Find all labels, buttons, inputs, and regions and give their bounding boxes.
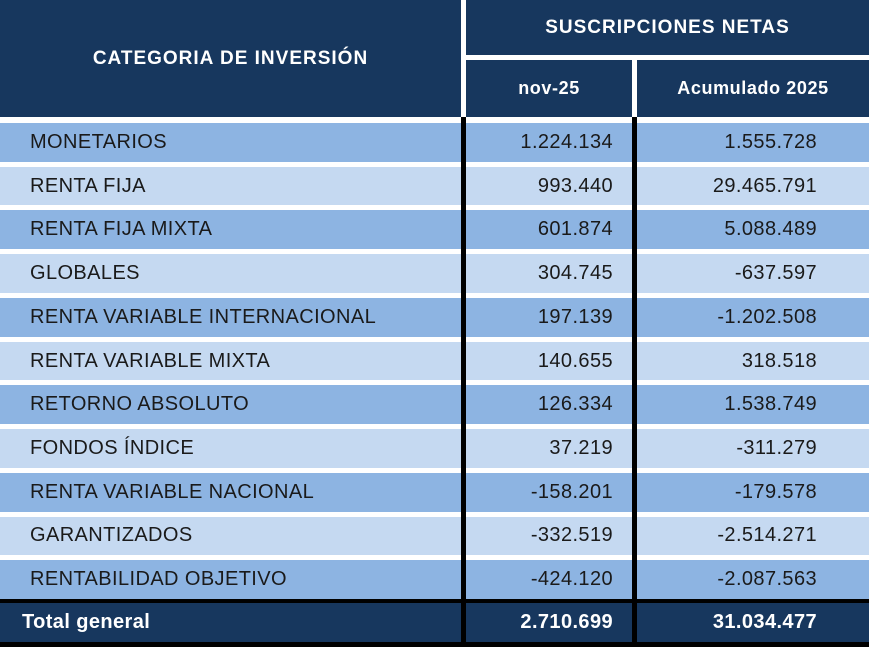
column-divider-line bbox=[632, 117, 637, 647]
total-acumulado-value: 31.034.477 bbox=[637, 603, 869, 642]
total-nov25-value: 2.710.699 bbox=[466, 603, 637, 642]
acumulado-value-cell: -311.279 bbox=[637, 429, 869, 468]
table-row bbox=[0, 210, 869, 249]
nov25-value-cell: -424.120 bbox=[466, 560, 637, 599]
nov25-value-cell: 601.874 bbox=[466, 210, 637, 249]
table-row bbox=[0, 473, 869, 512]
category-cell: RENTA FIJA bbox=[0, 167, 466, 206]
table-row bbox=[0, 254, 869, 293]
total-bottom-border bbox=[0, 642, 869, 647]
category-cell: RENTA VARIABLE INTERNACIONAL bbox=[0, 298, 466, 337]
total-row bbox=[0, 603, 869, 642]
nov25-value-cell: 140.655 bbox=[466, 342, 637, 381]
acumulado-value-cell: 318.518 bbox=[637, 342, 869, 381]
table-rows bbox=[0, 123, 869, 599]
table-row bbox=[0, 123, 869, 162]
header-right-block bbox=[466, 0, 869, 117]
table-row bbox=[0, 560, 869, 599]
category-cell: FONDOS ÍNDICE bbox=[0, 429, 466, 468]
acumulado-value-cell: 29.465.791 bbox=[637, 167, 869, 206]
category-cell: RENTA VARIABLE NACIONAL bbox=[0, 473, 466, 512]
acumulado-value-cell: -637.597 bbox=[637, 254, 869, 293]
header-col-acumulado: Acumulado 2025 bbox=[637, 60, 869, 117]
acumulado-value-cell: -1.202.508 bbox=[637, 298, 869, 337]
nov25-value-cell: 993.440 bbox=[466, 167, 637, 206]
acumulado-value-cell: 1.555.728 bbox=[637, 123, 869, 162]
table-header bbox=[0, 0, 869, 117]
header-category-cell: CATEGORIA DE INVERSIÓN bbox=[0, 0, 461, 117]
header-col-nov25: nov-25 bbox=[466, 60, 632, 117]
table-body-section bbox=[0, 117, 869, 649]
total-label: Total general bbox=[0, 603, 466, 642]
table-row bbox=[0, 298, 869, 337]
table-row bbox=[0, 167, 869, 206]
table-row bbox=[0, 342, 869, 381]
header-subrow bbox=[466, 60, 869, 117]
acumulado-value-cell: -2.514.271 bbox=[637, 517, 869, 556]
category-cell: GARANTIZADOS bbox=[0, 517, 466, 556]
category-cell: RENTA VARIABLE MIXTA bbox=[0, 342, 466, 381]
category-cell: RENTA FIJA MIXTA bbox=[0, 210, 466, 249]
nov25-value-cell: 1.224.134 bbox=[466, 123, 637, 162]
nov25-value-cell: 126.334 bbox=[466, 385, 637, 424]
category-cell: GLOBALES bbox=[0, 254, 466, 293]
nov25-value-cell: 37.219 bbox=[466, 429, 637, 468]
acumulado-value-cell: -2.087.563 bbox=[637, 560, 869, 599]
acumulado-value-cell: -179.578 bbox=[637, 473, 869, 512]
acumulado-value-cell: 1.538.749 bbox=[637, 385, 869, 424]
column-divider-line bbox=[461, 117, 466, 647]
nov25-value-cell: -332.519 bbox=[466, 517, 637, 556]
table-row bbox=[0, 517, 869, 556]
category-cell: RETORNO ABSOLUTO bbox=[0, 385, 466, 424]
table-row bbox=[0, 385, 869, 424]
nov25-value-cell: -158.201 bbox=[466, 473, 637, 512]
category-cell: RENTABILIDAD OBJETIVO bbox=[0, 560, 466, 599]
category-cell: MONETARIOS bbox=[0, 123, 466, 162]
nov25-value-cell: 197.139 bbox=[466, 298, 637, 337]
header-group-cell: SUSCRIPCIONES NETAS bbox=[466, 0, 869, 55]
acumulado-value-cell: 5.088.489 bbox=[637, 210, 869, 249]
table-row bbox=[0, 429, 869, 468]
nov25-value-cell: 304.745 bbox=[466, 254, 637, 293]
